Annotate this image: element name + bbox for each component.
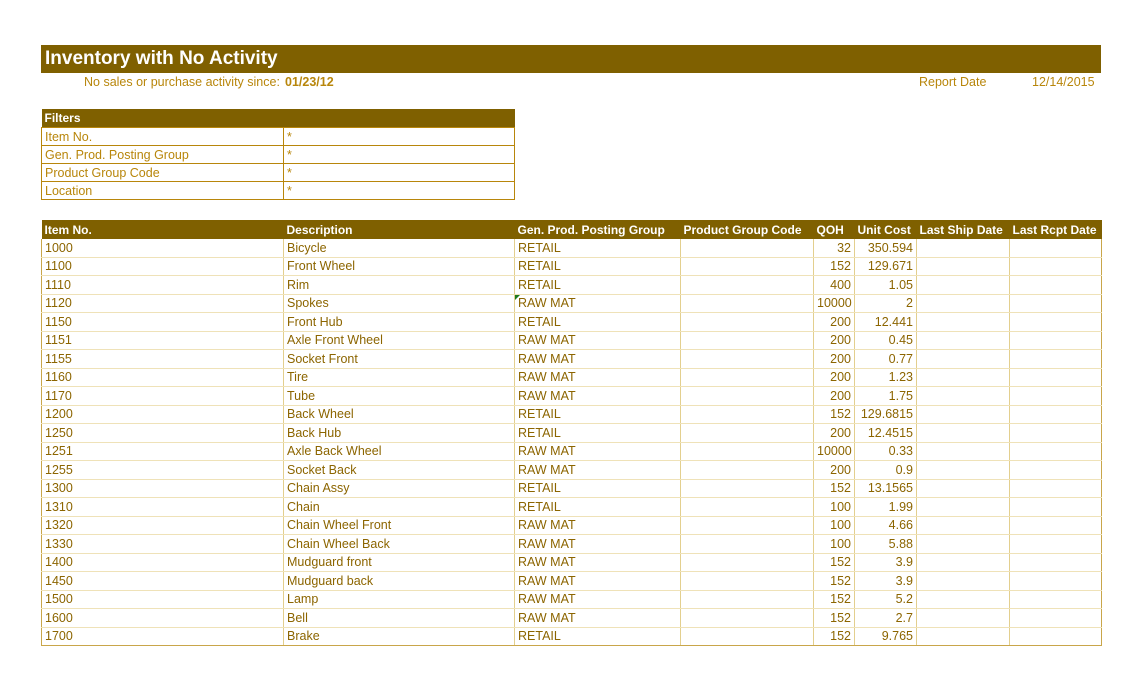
cell-product-group-code[interactable] — [681, 276, 814, 295]
cell-qoh[interactable]: 152 — [814, 479, 855, 498]
column-header-posting-group[interactable]: Gen. Prod. Posting Group — [515, 220, 681, 239]
cell-posting-group[interactable]: RAW MAT — [515, 350, 681, 369]
cell-qoh[interactable]: 200 — [814, 313, 855, 332]
cell-last-rcpt-date[interactable] — [1010, 535, 1102, 554]
table-row[interactable] — [42, 479, 1102, 498]
table-row[interactable] — [42, 609, 1102, 628]
cell-qoh[interactable]: 200 — [814, 387, 855, 406]
cell-unit-cost[interactable]: 1.05 — [855, 276, 917, 295]
filter-label: Item No. — [42, 128, 284, 146]
cell-qoh[interactable]: 100 — [814, 498, 855, 517]
cell-posting-group[interactable]: RETAIL — [515, 257, 681, 276]
cell-product-group-code[interactable] — [681, 257, 814, 276]
cell-product-group-code[interactable] — [681, 535, 814, 554]
table-row[interactable] — [42, 368, 1102, 387]
cell-item-no[interactable]: 1120 — [42, 294, 284, 313]
cell-item-no[interactable]: 1330 — [42, 535, 284, 554]
cell-unit-cost[interactable]: 9.765 — [855, 627, 917, 646]
cell-qoh[interactable]: 152 — [814, 553, 855, 572]
cell-last-rcpt-date[interactable] — [1010, 387, 1102, 406]
cell-last-rcpt-date[interactable] — [1010, 350, 1102, 369]
cell-product-group-code[interactable] — [681, 590, 814, 609]
cell-posting-group[interactable]: RETAIL — [515, 313, 681, 332]
cell-product-group-code[interactable] — [681, 479, 814, 498]
cell-unit-cost[interactable]: 2.7 — [855, 609, 917, 628]
cell-last-ship-date[interactable] — [917, 572, 1010, 591]
cell-product-group-code[interactable] — [681, 627, 814, 646]
table-row[interactable] — [42, 572, 1102, 591]
cell-unit-cost[interactable]: 4.66 — [855, 516, 917, 535]
cell-description[interactable]: Axle Front Wheel — [284, 331, 515, 350]
inventory-table — [41, 220, 1102, 646]
cell-last-ship-date[interactable] — [917, 405, 1010, 424]
cell-last-rcpt-date[interactable] — [1010, 516, 1102, 535]
filter-label: Location — [42, 182, 284, 200]
column-header-item-no[interactable]: Item No. — [42, 220, 284, 239]
cell-posting-group[interactable]: RETAIL — [515, 498, 681, 517]
cell-item-no[interactable]: 1450 — [42, 572, 284, 591]
cell-last-rcpt-date[interactable] — [1010, 294, 1102, 313]
cell-description[interactable]: Brake — [284, 627, 515, 646]
cell-description[interactable]: Tube — [284, 387, 515, 406]
table-row[interactable] — [42, 405, 1102, 424]
cell-last-rcpt-date[interactable] — [1010, 461, 1102, 480]
cell-qoh[interactable]: 152 — [814, 627, 855, 646]
filter-value[interactable]: * — [284, 128, 515, 146]
cell-last-ship-date[interactable] — [917, 424, 1010, 443]
cell-last-ship-date[interactable] — [917, 276, 1010, 295]
column-header-description[interactable]: Description — [284, 220, 515, 239]
filter-value[interactable]: * — [284, 146, 515, 164]
column-header-last-ship-date[interactable]: Last Ship Date — [917, 220, 1010, 239]
cell-last-rcpt-date[interactable] — [1010, 405, 1102, 424]
cell-item-no[interactable]: 1500 — [42, 590, 284, 609]
cell-last-rcpt-date[interactable] — [1010, 276, 1102, 295]
cell-last-ship-date[interactable] — [917, 590, 1010, 609]
cell-qoh[interactable]: 200 — [814, 331, 855, 350]
cell-product-group-code[interactable] — [681, 350, 814, 369]
cell-unit-cost[interactable]: 5.88 — [855, 535, 917, 554]
cell-product-group-code[interactable] — [681, 516, 814, 535]
cell-unit-cost[interactable]: 0.9 — [855, 461, 917, 480]
cell-description[interactable]: Spokes — [284, 294, 515, 313]
column-header-qoh[interactable]: QOH — [814, 220, 855, 239]
cell-product-group-code[interactable] — [681, 572, 814, 591]
cell-qoh[interactable]: 10000 — [814, 442, 855, 461]
cell-last-rcpt-date[interactable] — [1010, 498, 1102, 517]
report-date[interactable]: 12/14/2015 — [1032, 75, 1095, 89]
cell-item-no[interactable]: 1155 — [42, 350, 284, 369]
cell-last-ship-date[interactable] — [917, 239, 1010, 257]
cell-last-rcpt-date[interactable] — [1010, 257, 1102, 276]
cell-last-ship-date[interactable] — [917, 368, 1010, 387]
cell-last-rcpt-date[interactable] — [1010, 313, 1102, 332]
cell-description[interactable]: Chain Wheel Front — [284, 516, 515, 535]
cell-unit-cost[interactable]: 1.23 — [855, 368, 917, 387]
cell-posting-group[interactable]: RETAIL — [515, 405, 681, 424]
cell-item-no[interactable]: 1320 — [42, 516, 284, 535]
cell-qoh[interactable]: 152 — [814, 405, 855, 424]
cell-posting-group[interactable]: RAW MAT — [515, 331, 681, 350]
table-row[interactable] — [42, 535, 1102, 554]
cell-posting-group[interactable]: RETAIL — [515, 479, 681, 498]
column-header-product-group-code[interactable]: Product Group Code — [681, 220, 814, 239]
cell-description[interactable]: Chain Assy — [284, 479, 515, 498]
cell-qoh[interactable]: 152 — [814, 609, 855, 628]
cell-posting-group[interactable]: RETAIL — [515, 627, 681, 646]
filter-row — [42, 146, 515, 164]
table-row[interactable] — [42, 424, 1102, 443]
cell-last-rcpt-date[interactable] — [1010, 590, 1102, 609]
table-row[interactable] — [42, 294, 1102, 313]
filters-table — [41, 109, 515, 200]
cell-product-group-code[interactable] — [681, 424, 814, 443]
cell-qoh[interactable]: 152 — [814, 590, 855, 609]
cell-description[interactable]: Socket Front — [284, 350, 515, 369]
cell-last-rcpt-date[interactable] — [1010, 442, 1102, 461]
cell-last-ship-date[interactable] — [917, 313, 1010, 332]
cell-item-no[interactable]: 1400 — [42, 553, 284, 572]
since-date[interactable]: 01/23/12 — [285, 75, 334, 89]
cell-product-group-code[interactable] — [681, 368, 814, 387]
cell-last-ship-date[interactable] — [917, 627, 1010, 646]
cell-last-ship-date[interactable] — [917, 442, 1010, 461]
cell-unit-cost[interactable]: 129.6815 — [855, 405, 917, 424]
cell-product-group-code[interactable] — [681, 331, 814, 350]
report-date-label: Report Date — [919, 75, 987, 89]
cell-item-no[interactable]: 1110 — [42, 276, 284, 295]
cell-description[interactable]: Bicycle — [284, 239, 515, 257]
cell-description[interactable]: Lamp — [284, 590, 515, 609]
cell-posting-group[interactable]: RAW MAT — [515, 535, 681, 554]
cell-product-group-code[interactable] — [681, 294, 814, 313]
cell-product-group-code[interactable] — [681, 239, 814, 257]
cell-last-ship-date[interactable] — [917, 535, 1010, 554]
cell-product-group-code[interactable] — [681, 405, 814, 424]
table-row[interactable] — [42, 461, 1102, 480]
filter-value[interactable]: * — [284, 182, 515, 200]
filter-value[interactable]: * — [284, 164, 515, 182]
cell-qoh[interactable]: 152 — [814, 572, 855, 591]
cell-last-ship-date[interactable] — [917, 498, 1010, 517]
cell-posting-group[interactable]: RAW MAT — [515, 461, 681, 480]
cell-posting-group[interactable]: RAW MAT — [515, 368, 681, 387]
cell-unit-cost[interactable]: 350.594 — [855, 239, 917, 257]
cell-qoh[interactable]: 100 — [814, 516, 855, 535]
cell-qoh[interactable]: 10000 — [814, 294, 855, 313]
cell-last-rcpt-date[interactable] — [1010, 424, 1102, 443]
cell-last-rcpt-date[interactable] — [1010, 572, 1102, 591]
cell-item-no[interactable]: 1600 — [42, 609, 284, 628]
cell-qoh[interactable]: 200 — [814, 461, 855, 480]
cell-description[interactable]: Axle Back Wheel — [284, 442, 515, 461]
cell-unit-cost[interactable]: 3.9 — [855, 553, 917, 572]
column-header-unit-cost[interactable]: Unit Cost — [855, 220, 917, 239]
cell-qoh[interactable]: 100 — [814, 535, 855, 554]
cell-unit-cost[interactable]: 12.4515 — [855, 424, 917, 443]
table-row[interactable] — [42, 442, 1102, 461]
cell-description[interactable]: Socket Back — [284, 461, 515, 480]
cell-last-ship-date[interactable] — [917, 350, 1010, 369]
cell-product-group-code[interactable] — [681, 461, 814, 480]
cell-posting-group[interactable]: RETAIL — [515, 424, 681, 443]
cell-posting-group[interactable]: RETAIL — [515, 276, 681, 295]
cell-product-group-code[interactable] — [681, 553, 814, 572]
table-row[interactable] — [42, 276, 1102, 295]
cell-last-rcpt-date[interactable] — [1010, 331, 1102, 350]
cell-last-rcpt-date[interactable] — [1010, 239, 1102, 257]
cell-qoh[interactable]: 200 — [814, 350, 855, 369]
cell-posting-group[interactable]: RAW MAT — [515, 572, 681, 591]
table-row[interactable] — [42, 627, 1102, 646]
report-title: Inventory with No Activity — [41, 45, 1101, 73]
cell-unit-cost[interactable]: 3.9 — [855, 572, 917, 591]
cell-last-rcpt-date[interactable] — [1010, 627, 1102, 646]
cell-description[interactable]: Front Wheel — [284, 257, 515, 276]
table-row[interactable] — [42, 239, 1102, 257]
cell-description[interactable]: Front Hub — [284, 313, 515, 332]
cell-posting-group[interactable]: RAW MAT — [515, 590, 681, 609]
cell-last-ship-date[interactable] — [917, 257, 1010, 276]
cell-unit-cost[interactable]: 12.441 — [855, 313, 917, 332]
table-row[interactable] — [42, 590, 1102, 609]
cell-last-ship-date[interactable] — [917, 553, 1010, 572]
cell-product-group-code[interactable] — [681, 609, 814, 628]
filter-label: Product Group Code — [42, 164, 284, 182]
cell-unit-cost[interactable]: 1.99 — [855, 498, 917, 517]
table-row[interactable] — [42, 313, 1102, 332]
cell-description[interactable]: Tire — [284, 368, 515, 387]
cell-product-group-code[interactable] — [681, 313, 814, 332]
table-row[interactable] — [42, 498, 1102, 517]
table-row[interactable] — [42, 387, 1102, 406]
cell-posting-group[interactable]: RAW MAT — [515, 442, 681, 461]
cell-product-group-code[interactable] — [681, 498, 814, 517]
cell-last-ship-date[interactable] — [917, 461, 1010, 480]
table-row[interactable] — [42, 516, 1102, 535]
cell-description[interactable]: Chain — [284, 498, 515, 517]
cell-item-no[interactable]: 1250 — [42, 424, 284, 443]
cell-unit-cost[interactable]: 1.75 — [855, 387, 917, 406]
cell-qoh[interactable]: 400 — [814, 276, 855, 295]
table-row[interactable] — [42, 350, 1102, 369]
table-row[interactable] — [42, 331, 1102, 350]
since-label: No sales or purchase activity since: — [84, 75, 280, 89]
cell-product-group-code[interactable] — [681, 387, 814, 406]
filters-heading: Filters — [42, 109, 515, 128]
cell-qoh[interactable]: 200 — [814, 368, 855, 387]
cell-unit-cost[interactable]: 5.2 — [855, 590, 917, 609]
cell-unit-cost[interactable]: 0.77 — [855, 350, 917, 369]
cell-last-ship-date[interactable] — [917, 294, 1010, 313]
cell-posting-group[interactable]: RAW MAT — [515, 516, 681, 535]
cell-posting-group[interactable]: RAW MAT — [515, 387, 681, 406]
cell-unit-cost[interactable]: 2 — [855, 294, 917, 313]
cell-description[interactable]: Chain Wheel Back — [284, 535, 515, 554]
cell-item-no[interactable]: 1251 — [42, 442, 284, 461]
cell-description[interactable]: Mudguard back — [284, 572, 515, 591]
cell-item-no[interactable]: 1160 — [42, 368, 284, 387]
cell-unit-cost[interactable]: 0.45 — [855, 331, 917, 350]
cell-item-no[interactable]: 1700 — [42, 627, 284, 646]
cell-qoh[interactable]: 152 — [814, 257, 855, 276]
cell-last-ship-date[interactable] — [917, 479, 1010, 498]
filter-row — [42, 164, 515, 182]
cell-description[interactable]: Back Wheel — [284, 405, 515, 424]
table-row[interactable] — [42, 257, 1102, 276]
table-row[interactable] — [42, 553, 1102, 572]
cell-item-no[interactable]: 1255 — [42, 461, 284, 480]
cell-posting-group[interactable]: RETAIL — [515, 239, 681, 257]
cell-last-ship-date[interactable] — [917, 516, 1010, 535]
cell-item-no[interactable]: 1170 — [42, 387, 284, 406]
cell-posting-group[interactable]: RAW MAT — [515, 609, 681, 628]
filter-row — [42, 182, 515, 200]
filter-row — [42, 128, 515, 146]
filter-label: Gen. Prod. Posting Group — [42, 146, 284, 164]
cell-posting-group[interactable]: RAW MAT — [515, 553, 681, 572]
cell-product-group-code[interactable] — [681, 442, 814, 461]
column-header-last-rcpt-date[interactable]: Last Rcpt Date — [1010, 220, 1102, 239]
cell-item-no[interactable]: 1100 — [42, 257, 284, 276]
cell-description[interactable]: Rim — [284, 276, 515, 295]
cell-description[interactable]: Back Hub — [284, 424, 515, 443]
cell-qoh[interactable]: 32 — [814, 239, 855, 257]
cell-item-no[interactable]: 1200 — [42, 405, 284, 424]
cell-item-no[interactable]: 1000 — [42, 239, 284, 257]
cell-posting-group[interactable]: RAW MAT — [515, 294, 681, 313]
cell-last-ship-date[interactable] — [917, 387, 1010, 406]
cell-description[interactable]: Bell — [284, 609, 515, 628]
cell-item-no[interactable]: 1151 — [42, 331, 284, 350]
cell-description[interactable]: Mudguard front — [284, 553, 515, 572]
cell-unit-cost[interactable]: 129.671 — [855, 257, 917, 276]
cell-last-rcpt-date[interactable] — [1010, 609, 1102, 628]
cell-qoh[interactable]: 200 — [814, 424, 855, 443]
cell-last-rcpt-date[interactable] — [1010, 553, 1102, 572]
cell-unit-cost[interactable]: 0.33 — [855, 442, 917, 461]
cell-item-no[interactable]: 1150 — [42, 313, 284, 332]
cell-unit-cost[interactable]: 13.1565 — [855, 479, 917, 498]
cell-last-rcpt-date[interactable] — [1010, 479, 1102, 498]
cell-item-no[interactable]: 1300 — [42, 479, 284, 498]
cell-last-ship-date[interactable] — [917, 331, 1010, 350]
cell-last-rcpt-date[interactable] — [1010, 368, 1102, 387]
cell-item-no[interactable]: 1310 — [42, 498, 284, 517]
cell-last-ship-date[interactable] — [917, 609, 1010, 628]
